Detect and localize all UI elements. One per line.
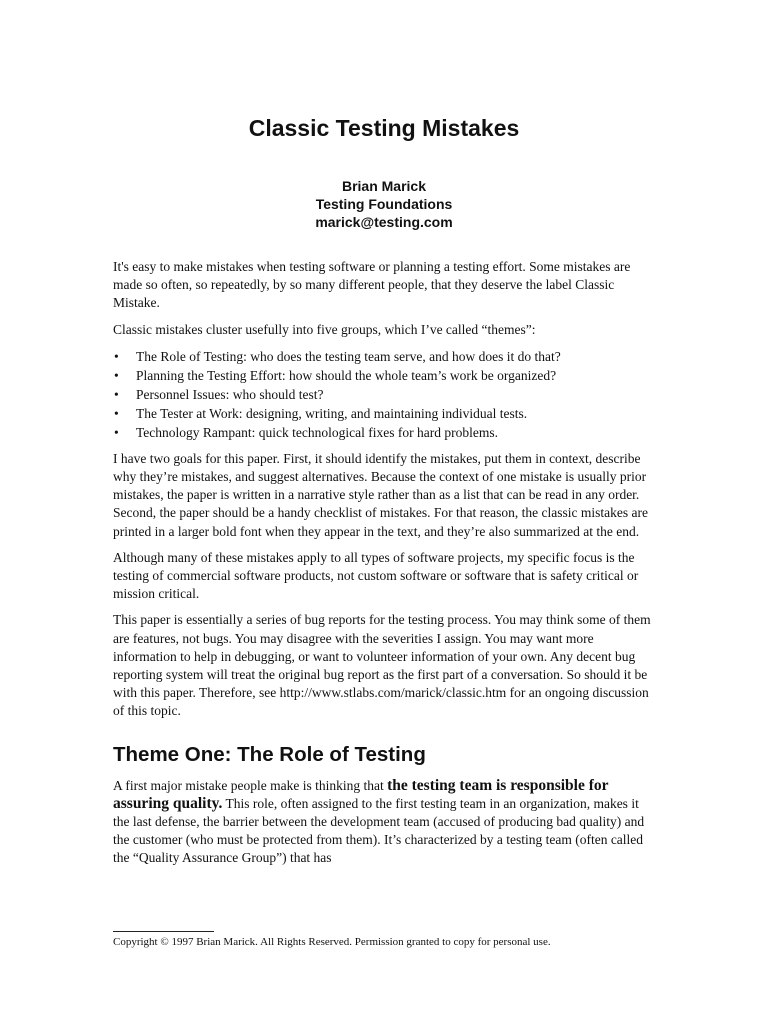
bullet-icon: • [114,386,119,402]
classic-mistake-highlight: the testing team is responsible for assuring quality. [113,776,609,812]
intro-paragraph-5: This paper is essentially a series of bug reports for the testing process. You may think some of them are features, not bugs. You may disagree with the severities I assign. You may want more information to help in debugging, or want to volunteer information of your own. Any decent bug reporting system will treat the original bug report as the first part of a conversation. So should it be with this paper. Therefore, see http://www.stlabs.com/marick/classic.htm for an ongoing discussion of this topic. [113,612,651,719]
bullet-icon: • [114,367,119,383]
section-heading-theme-one: Theme One: The Role of Testing [113,742,426,766]
list-item [113,423,658,442]
section-1-paragraph [113,777,658,868]
theme-text: The Role of Testing: who does the testing team serve, and how does it do that? [136,348,561,364]
paper-title: Classic Testing Mistakes [248,115,520,141]
intro-paragraph-1: It's easy to make mistakes when testing software or planning a testing effort. Some mistakes are made so often, so repeatedly, by so many different people, that they deserve the label Classic Mistake. [113,259,631,311]
bullet-icon: • [114,348,119,364]
list-item [113,385,658,404]
theme-text: The Tester at Work: designing, writing, and maintaining individual tests. [136,405,528,421]
intro-paragraph-2: Classic mistakes cluster usefully into five groups, which I’ve called “themes”: [113,321,536,337]
section-1-lead: A first major mistake people make is thinking that [113,777,388,793]
author-block [0,177,768,231]
theme-text: Planning the Testing Effort: how should the whole team’s work be organized? [136,367,557,383]
list-item [113,347,658,366]
author-organization: Testing Foundations [315,196,453,212]
body-text [113,258,658,876]
author-name: Brian Marick [341,178,427,194]
list-item [113,404,658,423]
theme-text: Personnel Issues: who should test? [136,386,324,402]
themes-list [113,347,658,442]
theme-text: Technology Rampant: quick technological fixes for hard problems. [136,424,498,440]
section-1-rest: This role, often assigned to the first testing team in an organization, makes it the last defense, the barrier between the development team (accused of producing bad quality) and the customer (who must be protected from them). It’s characterized by a testing team (often called the “Quality Assurance Group”) that has [113,795,645,866]
footnote-divider [113,931,214,932]
intro-paragraph-3: I have two goals for this paper. First, it should identify the mistakes, put them in context, describe why they’re mistakes, and suggest alternatives. Because the context of one mistake is usually prior mistakes, the paper is written in a narrative style rather than as a list that can be read in any order. Second, the paper should be a handy checklist of mistakes. For that reason, the classic mistakes are printed in a larger bold font when they appear in the text, and they’re also summarized at the end. [113,450,648,539]
intro-paragraph-4: Although many of these mistakes apply to all types of software projects, my specific focus is the testing of commercial software products, not custom software or software that is safety critical or mission critical. [113,549,639,602]
bullet-icon: • [114,424,119,440]
author-email: marick@testing.com [315,214,453,230]
copyright-footnote: Copyright © 1997 Brian Marick. All Rights Reserved. Permission granted to copy for personal use. [113,936,551,948]
list-item [113,366,658,385]
bullet-icon: • [114,405,119,421]
